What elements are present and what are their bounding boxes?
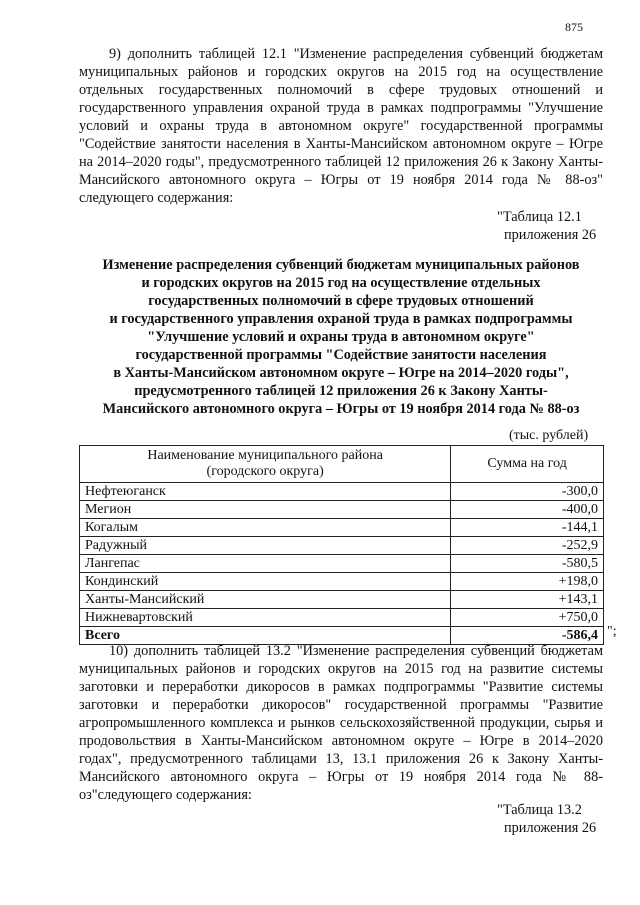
district-sum: -400,0 (451, 501, 604, 519)
table-row (80, 591, 604, 609)
district-sum: +750,0 (451, 609, 604, 627)
table-header-row (80, 446, 604, 483)
table-reference-12-1-line1: "Таблица 12.1 (497, 209, 582, 225)
district-name: Лангепас (80, 555, 451, 573)
header-name-line2: (городского округа) (206, 464, 324, 479)
district-sum: -580,5 (451, 555, 604, 573)
title-line: и государственного управления охраной труда в рамках подпрограммы (109, 311, 573, 327)
title-line: государственных полномочий в сфере трудовых отношений (148, 293, 534, 309)
table-row (80, 537, 604, 555)
district-sum: -300,0 (451, 483, 604, 501)
closing-quote-mark: "; (607, 624, 617, 639)
item-9-text: дополнить таблицей 12.1 "Изменение распределения субвенций бюджетам муниципальных районов и городских округов на 2015 год на осуществление отдельных государственных полномочий в сфере трудовых отношений и государственного управления охраной труда в рамках подпрограммы "Улучшение условий и охраны труда в автономном округе" государственной программы "Содействие занятости населения в Ханты-Мансийском автономном округе – Югре на 2014–2020 годы", предусмотренного таблицей 12 приложения 26 к Закону Ханты-Мансийского автономного округа – Югры от 19 ноября 2014 года № 88-оз" следующего содержания: (79, 46, 604, 206)
district-name: Нижневартовский (80, 609, 451, 627)
header-name (80, 446, 451, 483)
district-name: Радужный (80, 537, 451, 555)
table-reference-12-1-line2: приложения 26 (504, 227, 597, 243)
item-9-number: 9) (109, 46, 121, 62)
district-sum: +143,1 (451, 591, 604, 609)
table-reference-12-1 (497, 208, 596, 244)
district-sum: -144,1 (451, 519, 604, 537)
district-name: Ханты-Мансийский (80, 591, 451, 609)
item-9-paragraph (79, 45, 603, 207)
subvention-table (79, 445, 604, 645)
header-sum: Сумма на год (451, 446, 604, 483)
title-line: в Ханты-Мансийском автономном округе – Югре на 2014–2020 годы", (113, 365, 569, 381)
units-label: (тыс. рублей) (509, 428, 589, 443)
title-line: Мансийского автономного округа – Югры от 19 ноября 2014 года № 88-оз (102, 401, 580, 417)
title-line: государственной программы "Содействие занятости населения (135, 347, 547, 363)
total-value: -586,4 (451, 627, 604, 645)
district-name: Нефтеюганск (80, 483, 451, 501)
district-sum: -252,9 (451, 537, 604, 555)
district-sum: +198,0 (451, 573, 604, 591)
table-reference-13-2-line1: "Таблица 13.2 (497, 802, 582, 818)
title-line: предусмотренного таблицей 12 приложения 26 к Закону Ханты- (134, 383, 548, 399)
table-row (80, 519, 604, 537)
item-10-paragraph (79, 642, 603, 804)
table-title (79, 256, 603, 418)
page-number: 875 (565, 20, 583, 34)
item-10-number: 10) (109, 643, 129, 659)
table-reference-13-2 (497, 801, 596, 837)
table-row (80, 501, 604, 519)
header-name-line1: Наименование муниципального района (147, 448, 383, 463)
title-line: и городских округов на 2015 год на осуществление отдельных (141, 275, 541, 291)
table-row (80, 609, 604, 627)
title-line: "Улучшение условий и охраны труда в автономном округе" (147, 329, 535, 345)
table-row (80, 573, 604, 591)
district-name: Мегион (80, 501, 451, 519)
total-label: Всего (80, 627, 451, 645)
district-name: Когалым (80, 519, 451, 537)
table-row (80, 483, 604, 501)
district-name: Кондинский (80, 573, 451, 591)
item-10-text: дополнить таблицей 13.2 "Изменение распределения субвенций бюджетам муниципальных районов и городских округов на 2015 год на развитие системы заготовки и переработки дикоросов в рамках подпрограммы "Развитие системы заготовки и переработки дикоросов" государственной программы "Развитие агропромышленного комплекса и рынков сельскохозяйственной продукции, сырья и продовольствия в Ханты-Мансийском автономном округе – Югре в 2014–2020 годах", предусмотренного таблицами 13, 13.1 приложения 26 к Закону Ханты-Мансийского автономного округа – Югры от 19 ноября 2014 года № 88-оз"следующего содержания: (79, 643, 603, 803)
table-row (80, 555, 604, 573)
title-line: Изменение распределения субвенций бюджетам муниципальных районов (102, 257, 580, 273)
table-reference-13-2-line2: приложения 26 (504, 820, 597, 836)
